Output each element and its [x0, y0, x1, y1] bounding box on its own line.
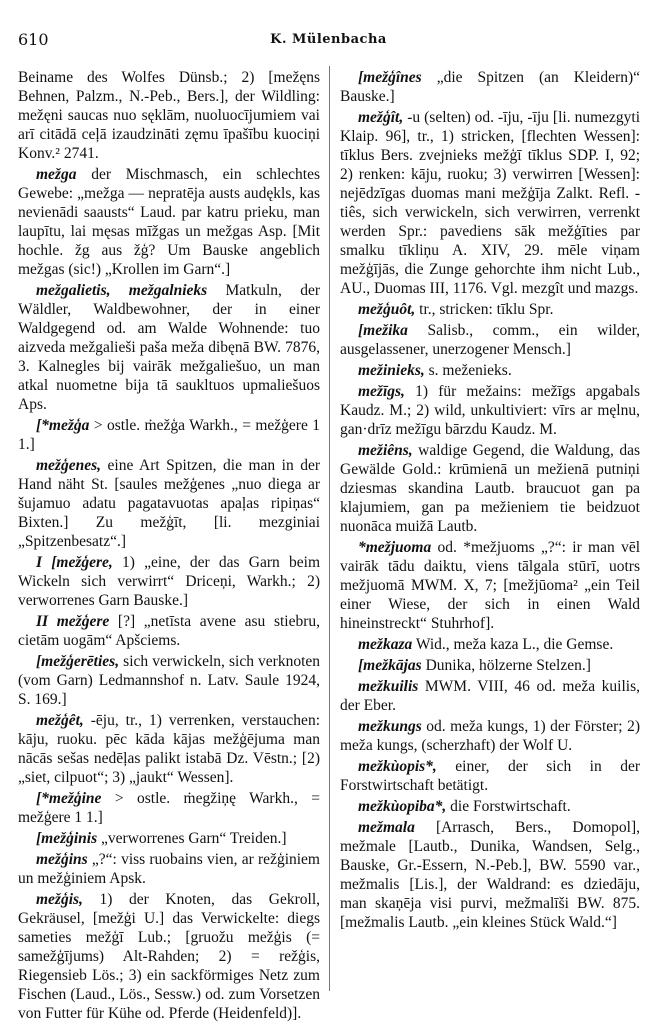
left-column [18, 68, 321, 1022]
dictionary-entry [340, 797, 640, 816]
entry-headword: [mežika [358, 322, 408, 339]
dictionary-entry [18, 612, 320, 650]
dictionary-entry [18, 553, 320, 610]
dictionary-entry [18, 165, 320, 279]
entry-headword: mežģît, [358, 109, 404, 126]
dictionary-entry [340, 635, 640, 654]
entry-headword: mežīgs, [358, 383, 405, 400]
entry-headword: mežkaza [358, 636, 413, 653]
entry-definition: -ēju, tr., 1) verrenken, verstauchen: kāju, ruoku. pēc kāda kājas mežģējuma man nācās sešas nedēļas palikt istabā Dz. Vēstn.; [2) „siet, cilpuot“; 3) „jaukt“ Wessen]. [18, 712, 320, 786]
entry-definition: waldige Gegend, die Waldung, das Gewälde Gold.: krūmienā un mežienā putniņi dziesmas skandina Lautb. braucuot gan pa klajumiem, gan pa mežieniem tie beidzuot nuonāca muižā Lautb. [340, 442, 640, 535]
entry-headword: mežkùopis*, [358, 758, 437, 775]
dictionary-entry [18, 789, 320, 827]
dictionary-entry [18, 281, 320, 414]
entry-definition: s. meženieks. [428, 362, 512, 379]
dictionary-entry [18, 416, 320, 454]
dictionary-entry [18, 890, 320, 1023]
page-header [18, 30, 639, 52]
dictionary-entry [18, 829, 320, 848]
dictionary-entry [340, 300, 640, 319]
entry-definition: [Arrasch, Bers., Domopol], mežmale [Lautb., Dunika, Wandsen, Selg., Bauske, Gr.-Essern, N.-Peb.], BW. 5590 var., mežmalis [Lis.], der Waldrand: es dziedāju, man skaņēja visi purvi, mežmalīši BW. 875. [mežmalis Lautb. „ein kleines Stück Wald.“] [340, 819, 641, 931]
dictionary-entry [18, 68, 320, 163]
dictionary-entry [18, 850, 320, 888]
entry-headword: [mežkājas [358, 657, 422, 674]
entry-definition: Wid., meža kaza L., die Gemse. [415, 636, 614, 653]
entry-definition: Beiname des Wolfes Dünsb.; 2) [mežęns Behnen, Palzm., N.-Peb., Bers.], der Wildling: mežęni saucas nuo sęklām, nuoluocījumiem vai arī citādā ceļā izaudzināti zęmu īpašību kuociņi Konv.² 2741. [18, 69, 320, 162]
entry-headword: mežga [36, 166, 77, 183]
dictionary-entry [340, 108, 640, 298]
entry-headword: I [mežģere, [36, 554, 113, 571]
dictionary-entry [18, 711, 320, 787]
entry-definition: „?“: viss ruobains vien, ar režģiniem un mežģiniem Apsk. [18, 851, 320, 887]
dictionary-entry [340, 677, 640, 715]
entry-definition: „verworrenes Garn“ Treiden.] [101, 830, 287, 847]
entry-definition: 1) der Knoten, das Gekroll, Gekräusel, [mežģi U.] das Verwickelte: diegs sameties mežģī Lub.; [gruožu mežģis (= samežģījums) Alt-Rahden; 2) = režģis, Riegensieb Lös.; 3) ein sackförmiges Netz zum Fischen (Laud., Lös., Sessw.) od. zum Vorsetzen von Futter für Kühe od. Pferde (Heidenfeld)]. [18, 891, 320, 1022]
entry-headword: mežģuôt, [358, 301, 416, 318]
dictionary-entry [340, 656, 640, 675]
entry-headword: [*mežģine [36, 790, 102, 807]
entry-headword: mežģêt, [36, 712, 84, 729]
entry-headword: [mežģinis [36, 830, 98, 847]
entry-headword: mežiêns, [358, 442, 413, 459]
dictionary-entry [340, 717, 640, 755]
dictionary-entry [340, 757, 640, 795]
dictionary-entry [340, 818, 640, 932]
entry-definition: Salisb., comm., ein wilder, ausgelassener, unerzogener Mensch.] [340, 322, 640, 358]
entry-headword: mežkuilis [358, 678, 419, 695]
entry-headword: *mežjuoma [358, 539, 432, 556]
entry-headword: mežkungs [358, 718, 422, 735]
entry-definition: einer, der sich in der Forstwirtschaft betätigt. [340, 758, 640, 794]
dictionary-entry [18, 652, 320, 709]
entry-definition: [?] „netīsta avene asu stiebru, cietām uogām“ Apšciems. [18, 613, 321, 649]
entry-headword: mežgalietis, mežgalnieks [36, 282, 208, 299]
entry-definition: od. *mežjuoms „?“: ir man vēl vairāk tādu daiktu, viens tālgala stūrī, uotrs mežjuomā MWM. X, 7; [mežjūoma² „ein Teil einer Wiese, der sich in einen Wald hineinstreckt“ Stuhrhof]. [340, 539, 641, 632]
entry-definition: die Forstwirtschaft. [450, 798, 571, 815]
entry-definition: „die Spitzen (an Kleidern)“ Bauske.] [340, 69, 641, 105]
entry-headword: mežģis, [36, 891, 83, 908]
column-divider [329, 66, 330, 991]
dictionary-entry [340, 361, 640, 380]
entry-definition: MWM. VIII, 46 od. meža kuilis, der Eber. [340, 678, 640, 714]
dictionary-entry [340, 321, 640, 359]
entry-definition: 1) „eine, der das Garn beim Wickeln sich verwirrt“ Driceņi, Warkh.; 2) verworrenes Garn Bauske.] [18, 554, 320, 609]
entry-definition: Dunika, hölzerne Stelzen.] [425, 657, 591, 674]
dictionary-entry [340, 68, 640, 106]
entry-definition: -u (selten) od. -īju, -īju [li. numezgyti Klaip. 96], tr., 1) stricken, [flechten Wessen]: tīklus Bers. zvejnieks mežģī tīklus SDP. I, 92; 2) renken: kāju, ruoku; 3) verwirren [Wessen]: nejēdzīgas duomas mani mežģīja Zalkt. Refl. -tiês, sich verwickeln, sich verwirren, verrenkt werden Spr.: pavediens sāk mežģīties par smalku tīkliņu A. XIV, 29. mēle viņam mežģījās, die Zunge gehorchte ihm nicht Lub., AU., Duomas III, 1176. Vgl. mezgît und mazgs. [340, 109, 641, 297]
entry-headword: mežģenes, [36, 457, 102, 474]
entry-headword: II mežģere [36, 613, 110, 630]
entry-definition: sich verwickeln, sich verknoten (vom Garn) Ledmannshof n. Latv. Saule 1924, S. 169.] [18, 653, 321, 708]
page-number: 610 [18, 30, 49, 49]
entry-definition: der Mischmasch, ein schlechtes Gewebe: „mežga — nepratēja austs audękls, kas nevienādi saausts“ Laud. par katru prieku, man laupītu, lai męsas mīžgas un mežgas Asp. [Mit hochle. žg aus žģ? Um Bauske angeblich mežgas (sic!) „Krollen im Garn“.] [18, 166, 320, 278]
entry-headword: [mežģerēties, [36, 653, 120, 670]
dictionary-entry [340, 441, 640, 536]
dictionary-entry [340, 538, 640, 633]
dictionary-entry [340, 382, 640, 439]
entry-definition: Matkuln, der Wäldler, Waldbewohner, der in einer Waldgegend od. am Walde Wohnende: tuo aizveda mežgalieši paša meža dibęnā BW. 7876, 3. Kalnegles bij vairāk mežgaliešuo, un man atkal nuometne bija tā saukltuos upmaliešuos Aps. [18, 282, 321, 413]
running-head: K. Mülenbacha [270, 32, 387, 47]
entry-headword: mežģins [36, 851, 88, 868]
entry-headword: mežinieks, [358, 362, 425, 379]
dictionary-entry [18, 456, 320, 551]
entry-definition: > ostle. ṁežģa Warkh., = mežģere 1 1.] [18, 417, 321, 453]
entry-definition: tr., stricken: tīklu Spr. [419, 301, 554, 318]
entry-headword: [*mežģa [36, 417, 90, 434]
entry-definition: od. meža kungs, 1) der Förster; 2) meža kungs, (scherzhaft) der Wolf U. [340, 718, 641, 754]
right-column [340, 68, 640, 988]
entry-headword: mežkùopiba*, [358, 798, 447, 815]
entry-definition: eine Art Spitzen, die man in der Hand näht St. [saules mežģenes „nuo diega ar šujamuo adatu pagatavuotas apaļas ripiņas“ Bixten.] Zu mežģīt, [li. mezginiai „Spitzenbesatz“.] [18, 457, 321, 550]
entry-headword: [mežģînes [358, 69, 422, 86]
entry-headword: mežmala [358, 819, 415, 836]
entry-definition: 1) für mežains: mežīgs apgabals Kaudz. M.; 2) wild, unkultiviert: vīrs ar męlnu, gan·drīz mežīgu bārzdu Kaudz. M. [340, 383, 640, 438]
entry-definition: > ostle. ṁegžiņę Warkh., = mežģere 1 1.] [18, 790, 320, 826]
